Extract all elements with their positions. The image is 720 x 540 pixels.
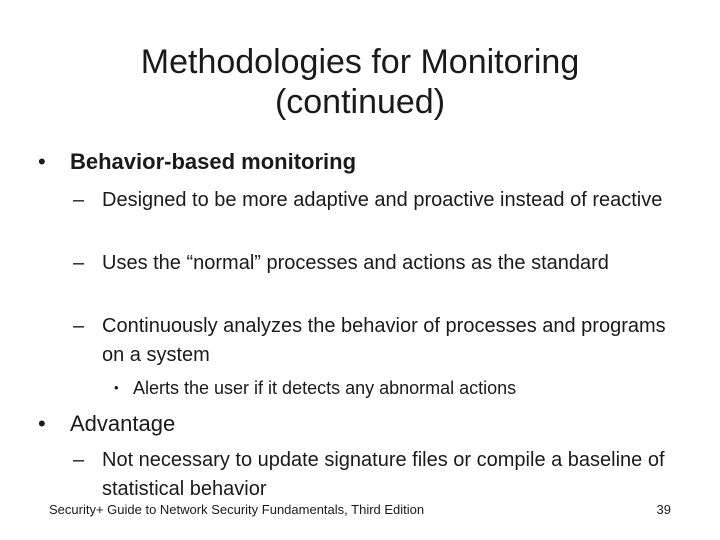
dash-marker: – [73, 189, 85, 211]
sub-sub-bullet-text: Alerts the user if it detects any abnormal actions [133, 378, 517, 398]
sub-bullet-not-necessary [73, 446, 673, 504]
title-line-2: (continued) [274, 83, 446, 121]
bullet-text: Advantage [70, 411, 176, 436]
dash-marker: – [73, 315, 85, 337]
dash-marker: – [73, 449, 85, 471]
sub-bullet-normal-processes [73, 249, 673, 278]
dash-marker: – [73, 252, 85, 274]
footer-source: Security+ Guide to Network Security Fundamentals, Third Edition [49, 502, 425, 517]
sub-bullet-adaptive [73, 186, 673, 215]
sub-bullet-text: Not necessary to update signature files or compile a baseline of statistical behavior [102, 449, 665, 500]
title-line-1: Methodologies for Monitoring [140, 43, 580, 81]
sub-bullet-continuously-analyzes [73, 312, 673, 370]
sub-sub-bullet-alerts [114, 377, 516, 399]
sub-bullet-text: Uses the “normal” processes and actions as the standard [102, 252, 609, 274]
slide-title [40, 42, 680, 122]
bullet-marker: • [38, 149, 46, 174]
bullet-marker: • [38, 411, 46, 436]
bullet-text: Behavior-based monitoring [70, 149, 357, 174]
sub-bullet-text: Designed to be more adaptive and proactive instead of reactive [102, 189, 663, 211]
dot-marker: • [114, 380, 119, 395]
sub-bullet-text: Continuously analyzes the behavior of processes and programs on a system [102, 315, 666, 366]
page-number: 39 [656, 502, 671, 517]
